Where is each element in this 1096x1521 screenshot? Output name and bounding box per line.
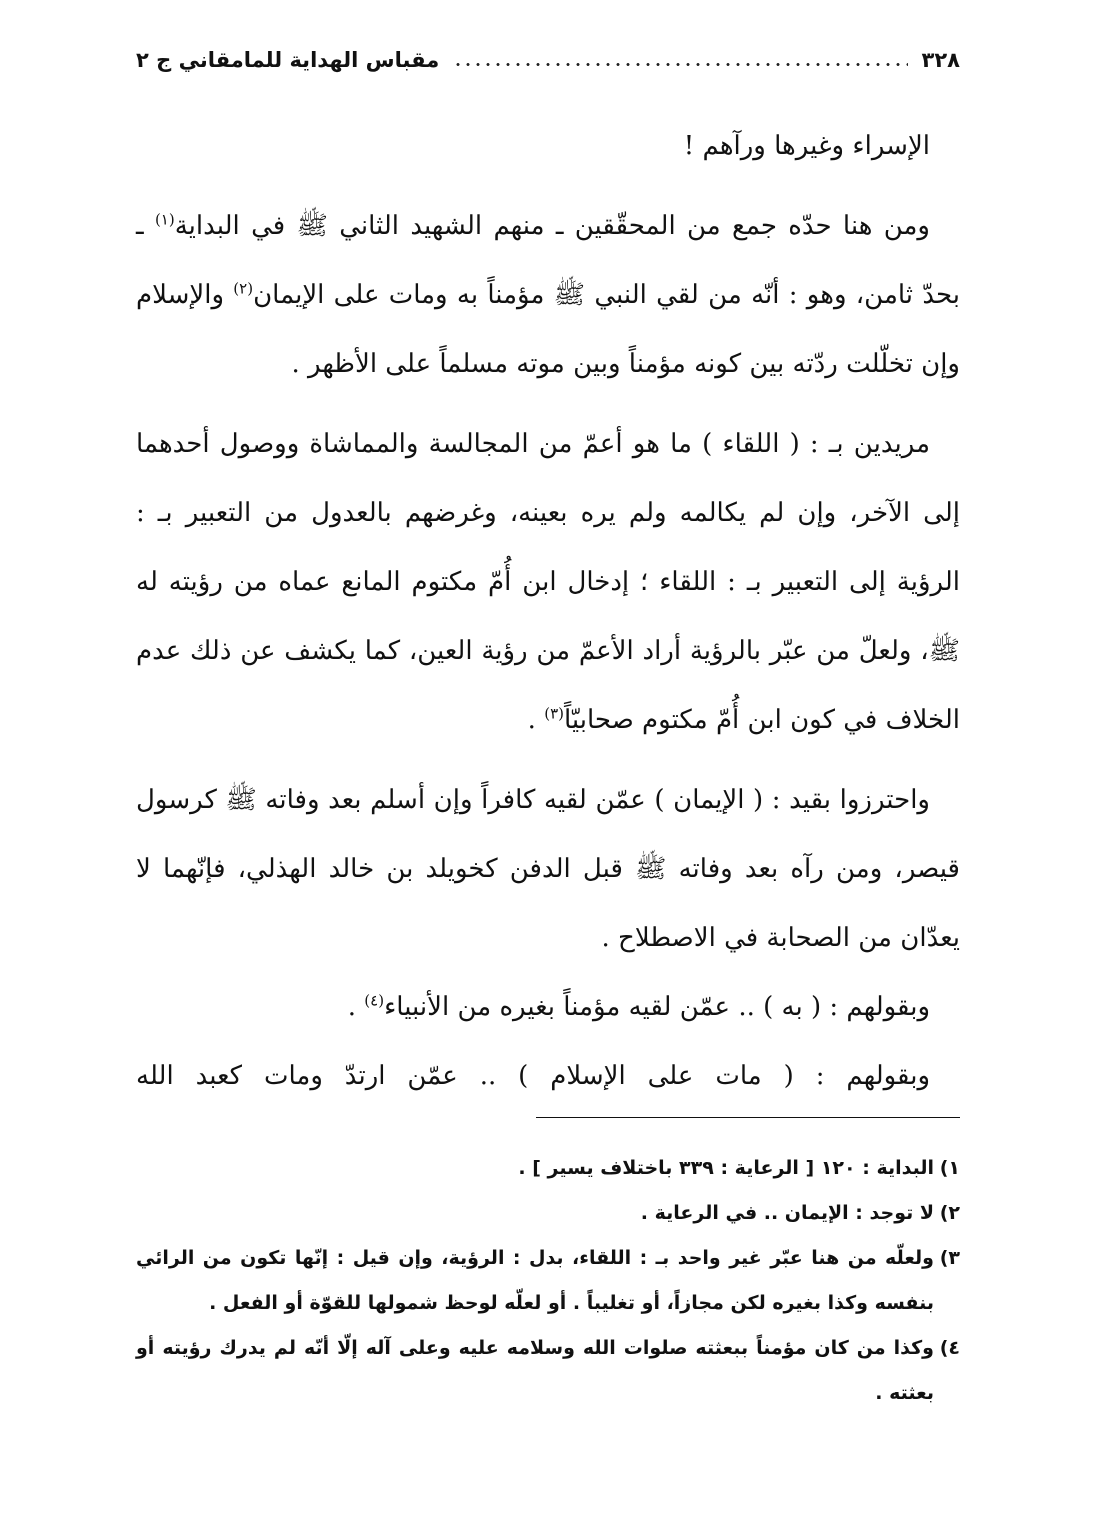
footnote-2 <box>136 1191 960 1236</box>
footnote-number: ٢) <box>939 1202 960 1224</box>
paragraph-text: ـ بحدّ ثامن، وهو : أنّه من لقي النبي ﷺ مؤمناً به ومات على الإيمان <box>136 211 960 310</box>
header-dot-leader <box>453 63 907 66</box>
main-text <box>136 112 960 1111</box>
paragraph-3 <box>136 410 960 755</box>
paragraph-text: الإسراء وغيرها ورآهم ! <box>683 131 930 161</box>
footnote-number: ١) <box>939 1157 960 1179</box>
footnote-number: ٤) <box>939 1337 960 1359</box>
paragraph-5 <box>136 973 960 1042</box>
footnote-separator <box>536 1117 960 1118</box>
footnote-4 <box>136 1326 960 1416</box>
footnote-ref-4[interactable]: (٤) <box>364 991 385 1010</box>
paragraph-text: والإسلام وإن تخلّلت ردّته بين كونه مؤمناً وبين موته مسلماً على الأظهر . <box>136 280 960 379</box>
paragraph-text: وبقولهم : ( به ) .. عمّن لقيه مؤمناً بغيره من الأنبياء <box>384 992 930 1022</box>
page-header <box>136 38 960 82</box>
paragraph-6 <box>136 1042 960 1111</box>
paragraph-text: مريدين بـ : ( اللقاء ) ما هو أعمّ من المجالسة والمماشاة ووصول أحدهما إلى الآخر، وإن لم يكالمه ولم يره بعينه، وغرضهم بالعدول من التعبير بـ : الرؤية إلى التعبير بـ : اللقاء ؛ إدخال ابن أُمّ مكتوم المانع عماه من رؤيته له ﷺ، ولعلّ من عبّر بالرؤية أراد الأعمّ من رؤية العين، كما يكشف عن ذلك عدم الخلاف في كون ابن أُمّ مكتوم صحابيّاً <box>136 429 960 735</box>
footnote-ref-1[interactable]: (١) <box>154 210 175 229</box>
footnote-text: لا توجد : الإيمان .. في الرعاية . <box>640 1202 934 1224</box>
footnotes <box>136 1146 960 1416</box>
footnote-ref-3[interactable]: (٣) <box>544 704 564 723</box>
footnote-1 <box>136 1146 960 1191</box>
footnote-text: وكذا من كان مؤمناً ببعثته صلوات الله وسلامه عليه وعلى آله إلّا أنّه لم يدرك رؤيته أو بعثته . <box>136 1337 934 1404</box>
footnote-text: البداية : ١٢٠ [ الرعاية : ٣٣٩ باختلاف يسير ] . <box>518 1157 934 1179</box>
page-number: ٣٢٨ <box>921 48 960 72</box>
running-title: مقباس الهداية للمامقاني ج ٢ <box>136 48 440 72</box>
paragraph-text: . <box>347 992 365 1022</box>
paragraph-text: ومن هنا حدّه جمع من المحقّقين ـ منهم الشهيد الثاني ﷺ في البداية <box>174 211 930 241</box>
paragraph-1 <box>136 112 960 181</box>
paragraph-4 <box>136 766 960 973</box>
paragraph-2 <box>136 192 960 399</box>
footnote-3 <box>136 1236 960 1326</box>
footnote-number: ٣) <box>939 1247 960 1269</box>
footnote-ref-2[interactable]: (٢) <box>233 279 254 298</box>
paragraph-text: وبقولهم : ( مات على الإسلام ) .. عمّن ارتدّ ومات كعبد الله <box>136 1061 930 1091</box>
footnote-text: ولعلّه من هنا عبّر غير واحد بـ : اللقاء، بدل : الرؤية، وإن قيل : إنّها تكون من الرائي بنفسه وكذا بغيره لكن مجازاً، أو تغليباً . أو لعلّه لوحظ شمولها للقوّة أو الفعل . <box>136 1247 934 1314</box>
paragraph-text: . <box>527 705 545 735</box>
paragraph-text: واحترزوا بقيد : ( الإيمان ) عمّن لقيه كافراً وإن أسلم بعد وفاته ﷺ كرسول قيصر، ومن رآه بعد وفاته ﷺ قبل الدفن كخويلد بن خالد الهذلي، فإنّهما لا يعدّان من الصحابة في الاصطلاح . <box>136 785 960 953</box>
